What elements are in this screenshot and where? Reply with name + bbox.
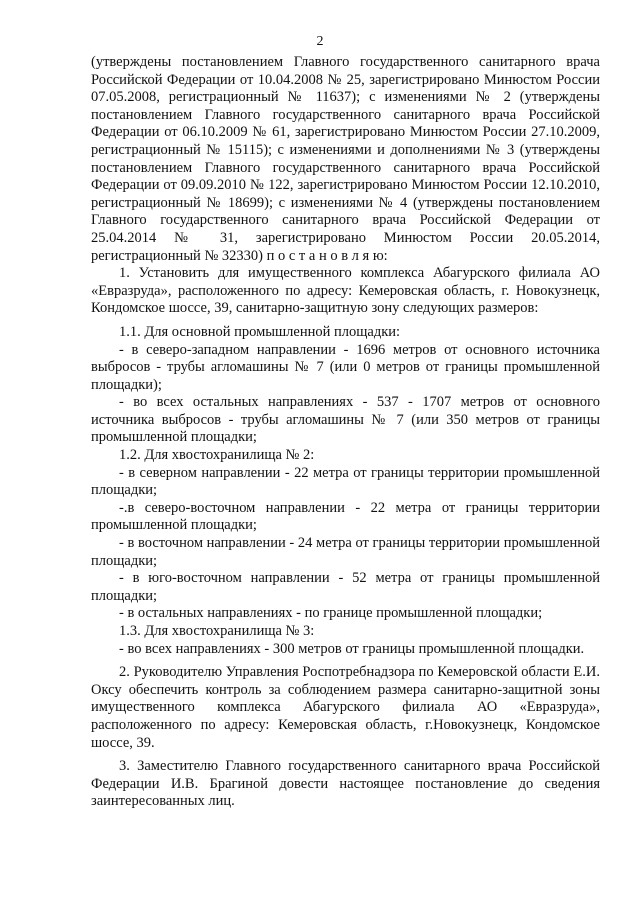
list-item: - во всех направлениях - 300 метров от границы промышленной площадки. (119, 640, 585, 657)
page-number: 2 (316, 34, 324, 49)
document-body (91, 54, 600, 811)
list-item: - в северо-западном направлении - 1696 метров от основного источника выбросов - трубы агломашины № 7 (или 0 метров от границы промышленной площадки); (91, 341, 600, 393)
paragraph-approval-references: (утверждены постановлением Главного государственного санитарного врача Российской Федерации от 10.04.2008 № 25, зарегистрировано Минюстом России 07.05.2008, регистрационный № 11637); с изменениями № 2 (утверждены постановлением Главного государственного санитарного врача Российской Федерации от 06.10.2009 № 61, зарегистрировано Минюстом России 27.10.2009, регистрационный № 15115); с изменениями и дополнениями № 3 (утверждены постановлением Главного государственного санитарного врача Российской Федерации от 09.09.2010 № 122, зарегистрировано Минюстом России 12.10.2010, регистрационный № 18699); с изменениями № 4 (утверждены постановлением Главного государственного санитарного врача Российской Федерации от 25.04.2014 № 31, зарегистрировано Минюстом России 20.05.2014, регистрационный № 32330) п о с т а н о в л я ю: (91, 54, 600, 264)
list-item: - в северном направлении - 22 метра от границы территории промышленной площадки; (91, 464, 600, 499)
paragraph-item-1-2: 1.2. Для хвостохранилища № 2: (119, 447, 315, 464)
paragraph-item-2: 2. Руководителю Управления Роспотребнадзора по Кемеровской области Е.И. Оксу обеспечить контроль за соблюдением размера санитарно-защитной зоны имущественного комплекса Абагурского филиала АО «Евразруда», расположенного по адресу: Кемеровская область, г.Новокузнецк, Кондомское шоссе, 39. (91, 664, 600, 751)
paragraph-item-3: 3. Заместителю Главного государственного санитарного врача Российской Федерации И.В. Брагиной довести настоящее постановление до сведения заинтересованных лиц. (91, 758, 600, 810)
list-item: - во всех остальных направлениях - 537 - 1707 метров от основного источника выбросов - трубы агломашины № 7 (или 350 метров от границы промышленной площадки; (91, 394, 600, 446)
paragraph-item-1: 1. Установить для имущественного комплекса Абагурского филиала АО «Евразруда», расположенного по адресу: Кемеровская область, г. Новокузнецк, Кондомское шоссе, 39, санитарно-защитную зону следующих размеров: (91, 265, 600, 317)
list-item: - в остальных направлениях - по границе промышленной площадки; (119, 605, 543, 622)
list-item: -.в северо-восточном направлении - 22 метра от границы территории промышленной площадки; (91, 499, 600, 534)
paragraph-item-1-3: 1.3. Для хвостохранилища № 3: (119, 623, 315, 639)
paragraph-item-1-1: 1.1. Для основной промышленной площадки: (119, 323, 401, 340)
list-item: - в восточном направлении - 24 метра от границы территории промышленной площадки; (91, 535, 600, 569)
list-item: - в юго-восточном направлении - 52 метра от границы промышленной площадки; (91, 570, 600, 604)
